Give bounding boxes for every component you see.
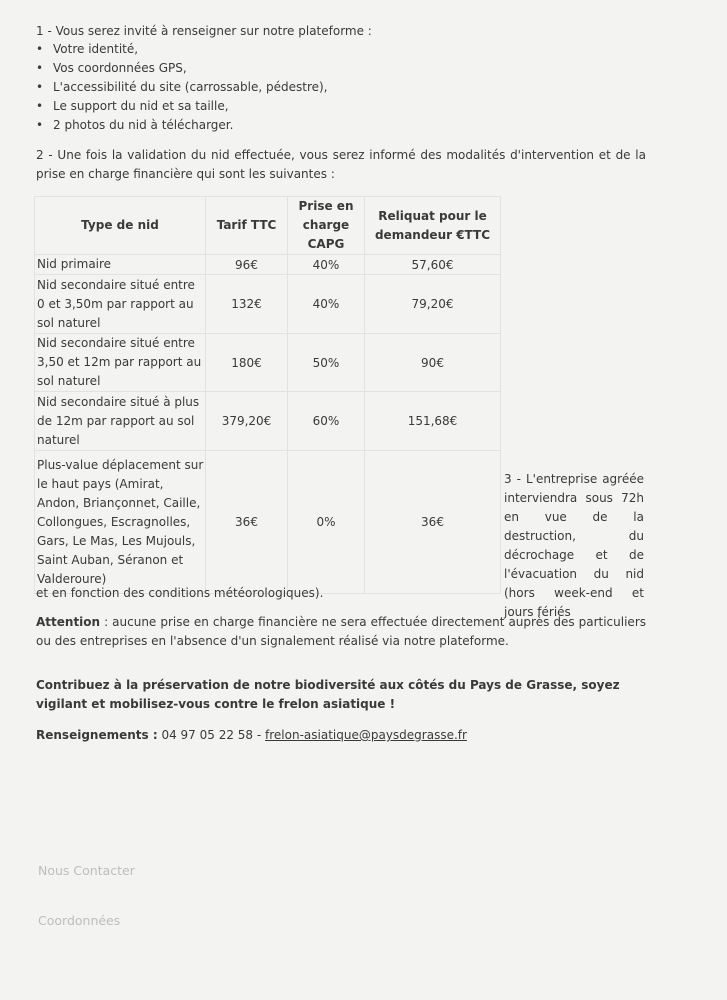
table-row — [35, 392, 501, 451]
cell-type: Plus-value déplacement sur le haut pays (Amirat, Andon, Briançonnet, Caille, Collongues, Escragnolles, Gars, Le Mas, Les Mujouls, Saint Auban, Séranon et Valderoure) — [35, 451, 206, 594]
table-row — [35, 451, 501, 594]
list-item: • Votre identité, — [36, 40, 328, 59]
list-item: • Vos coordonnées GPS, — [36, 59, 328, 78]
pricing-table — [34, 196, 501, 594]
cell-tarif: 180€ — [206, 334, 288, 392]
cell-prise: 40% — [288, 275, 365, 334]
contact-line — [36, 726, 467, 745]
header-reliquat: Reliquat pour le demandeur €TTC — [365, 197, 501, 255]
cell-reliquat: 151,68€ — [365, 392, 501, 451]
cell-prise: 40% — [288, 255, 365, 275]
attention-text: : aucune prise en charge financière ne sera effectuée directement auprès des particuliers ou des entreprises en l'absence d'un signalement réalisé via notre plateforme. — [36, 615, 646, 648]
list-item: • L'accessibilité du site (carrossable, pédestre), — [36, 78, 328, 97]
table-row — [35, 275, 501, 334]
contribute-callout: Contribuez à la préservation de notre biodiversité aux côtés du Pays de Grasse, soyez vigilant et mobilisez-vous contre le frelon asiatique ! — [36, 678, 620, 711]
table-header-row — [35, 197, 501, 255]
cell-tarif: 379,20€ — [206, 392, 288, 451]
footer-contact-us[interactable]: Nous Contacter — [38, 863, 135, 878]
cell-reliquat: 57,60€ — [365, 255, 501, 275]
table-row — [35, 255, 501, 275]
header-tarif: Tarif TTC — [206, 197, 288, 255]
cell-reliquat: 36€ — [365, 451, 501, 594]
cell-tarif: 96€ — [206, 255, 288, 275]
cell-prise: 60% — [288, 392, 365, 451]
cell-type: Nid secondaire situé entre 0 et 3,50m par rapport au sol naturel — [35, 275, 206, 334]
cell-reliquat: 79,20€ — [365, 275, 501, 334]
cell-tarif: 36€ — [206, 451, 288, 594]
step3-continuation: et en fonction des conditions météorologiques). — [36, 586, 324, 600]
cell-reliquat: 90€ — [365, 334, 501, 392]
header-type: Type de nid — [35, 197, 206, 255]
attention-note — [36, 613, 646, 651]
list-item: • 2 photos du nid à télécharger. — [36, 116, 328, 135]
step2-text: 2 - Une fois la validation du nid effectuée, vous serez informé des modalités d'intervention et de la prise en charge financière qui sont les suivantes : — [36, 148, 646, 181]
cell-type: Nid secondaire situé entre 3,50 et 12m par rapport au sol naturel — [35, 334, 206, 392]
cell-type: Nid primaire — [35, 255, 206, 275]
step1-list — [36, 40, 328, 135]
header-prise: Prise en charge CAPG — [288, 197, 365, 255]
cell-type: Nid secondaire situé à plus de 12m par rapport au sol naturel — [35, 392, 206, 451]
table-row — [35, 334, 501, 392]
list-item: • Le support du nid et sa taille, — [36, 97, 328, 116]
step1-intro: 1 - Vous serez invité à renseigner sur notre plateforme : — [36, 24, 372, 38]
contact-email-link[interactable]: frelon-asiatique@paysdegrasse.fr — [265, 728, 467, 742]
cell-prise: 0% — [288, 451, 365, 594]
contact-label: Renseignements : — [36, 728, 158, 742]
footer-coordinates[interactable]: Coordonnées — [38, 913, 121, 928]
cell-tarif: 132€ — [206, 275, 288, 334]
step3-text: 3 - L'entreprise agréée interviendra sous 72h en vue de la destruction, du décrochage et de l'évacuation du nid (hors week-end et jours fériés — [504, 472, 644, 619]
contact-phone: 04 97 05 22 58 - — [157, 728, 266, 742]
cell-prise: 50% — [288, 334, 365, 392]
attention-label: Attention — [36, 615, 101, 629]
